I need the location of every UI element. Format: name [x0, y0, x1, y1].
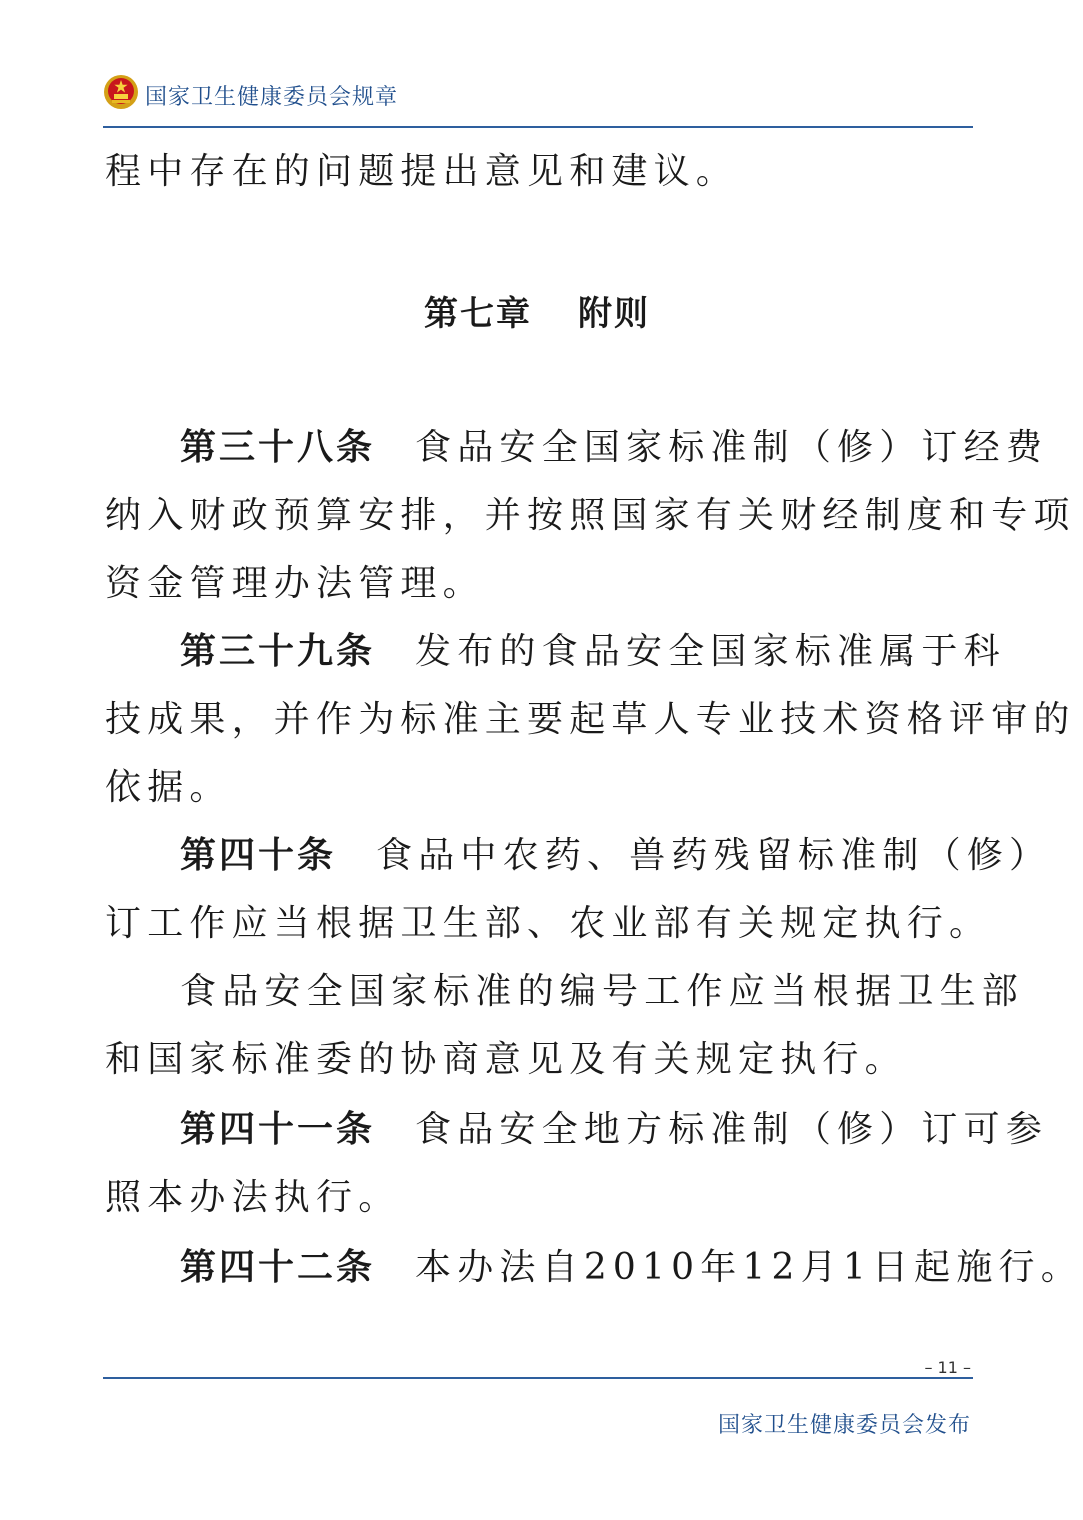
page-header: [103, 72, 973, 120]
text-line: 依据。: [105, 767, 232, 808]
article-38-text: 食品安全国家标准制（修）订经费: [415, 427, 1049, 468]
national-emblem-icon: [103, 74, 139, 110]
header-rule: [103, 126, 973, 128]
text-line: 资金管理办法管理。: [105, 563, 485, 604]
chapter-name: 附则: [578, 294, 650, 334]
article-41-title: 第四十一条: [180, 1109, 376, 1150]
article-41-line-1: [180, 1108, 1049, 1152]
text-line: 技成果，并作为标准主要起草人专业技术资格评审的: [105, 699, 1076, 740]
article-39-line-1: [180, 630, 1006, 674]
text-line: 纳入财政预算安排，并按照国家有关财经制度和专项: [105, 495, 1076, 536]
article-40-text: 食品中农药、兽药残留标准制（修）: [376, 835, 1052, 876]
text-line: 订工作应当根据卫生部、农业部有关规定执行。: [105, 903, 992, 944]
article-41-text: 食品安全地方标准制（修）订可参: [415, 1109, 1049, 1150]
article-39-title: 第三十九条: [180, 631, 376, 672]
text-line: 食品安全国家标准的编号工作应当根据卫生部: [180, 971, 1025, 1012]
page-number: – 11 –: [924, 1358, 971, 1377]
article-38-line-1: [180, 426, 1049, 470]
article-42-title: 第四十二条: [180, 1247, 376, 1288]
article-42-text: 本办法自2010年12月1日起施行。: [415, 1247, 1083, 1288]
chapter-number: 第七章: [424, 294, 532, 334]
chapter-heading: [0, 286, 1074, 335]
text-line: 和国家标准委的协商意见及有关规定执行。: [105, 1039, 907, 1080]
footer-publisher: 国家卫生健康委员会发布: [717, 1413, 971, 1438]
article-38-title: 第三十八条: [180, 427, 376, 468]
text-line: 照本办法执行。: [105, 1177, 401, 1218]
article-39-text: 发布的食品安全国家标准属于科: [415, 631, 1006, 672]
article-42-line-1: [180, 1246, 1083, 1290]
article-40-line-1: [180, 834, 1052, 878]
text-line: 程中存在的问题提出意见和建议。: [105, 151, 739, 192]
footer-rule: [103, 1377, 973, 1379]
article-40-title: 第四十条: [180, 835, 337, 876]
header-title: 国家卫生健康委员会规章: [145, 85, 399, 110]
